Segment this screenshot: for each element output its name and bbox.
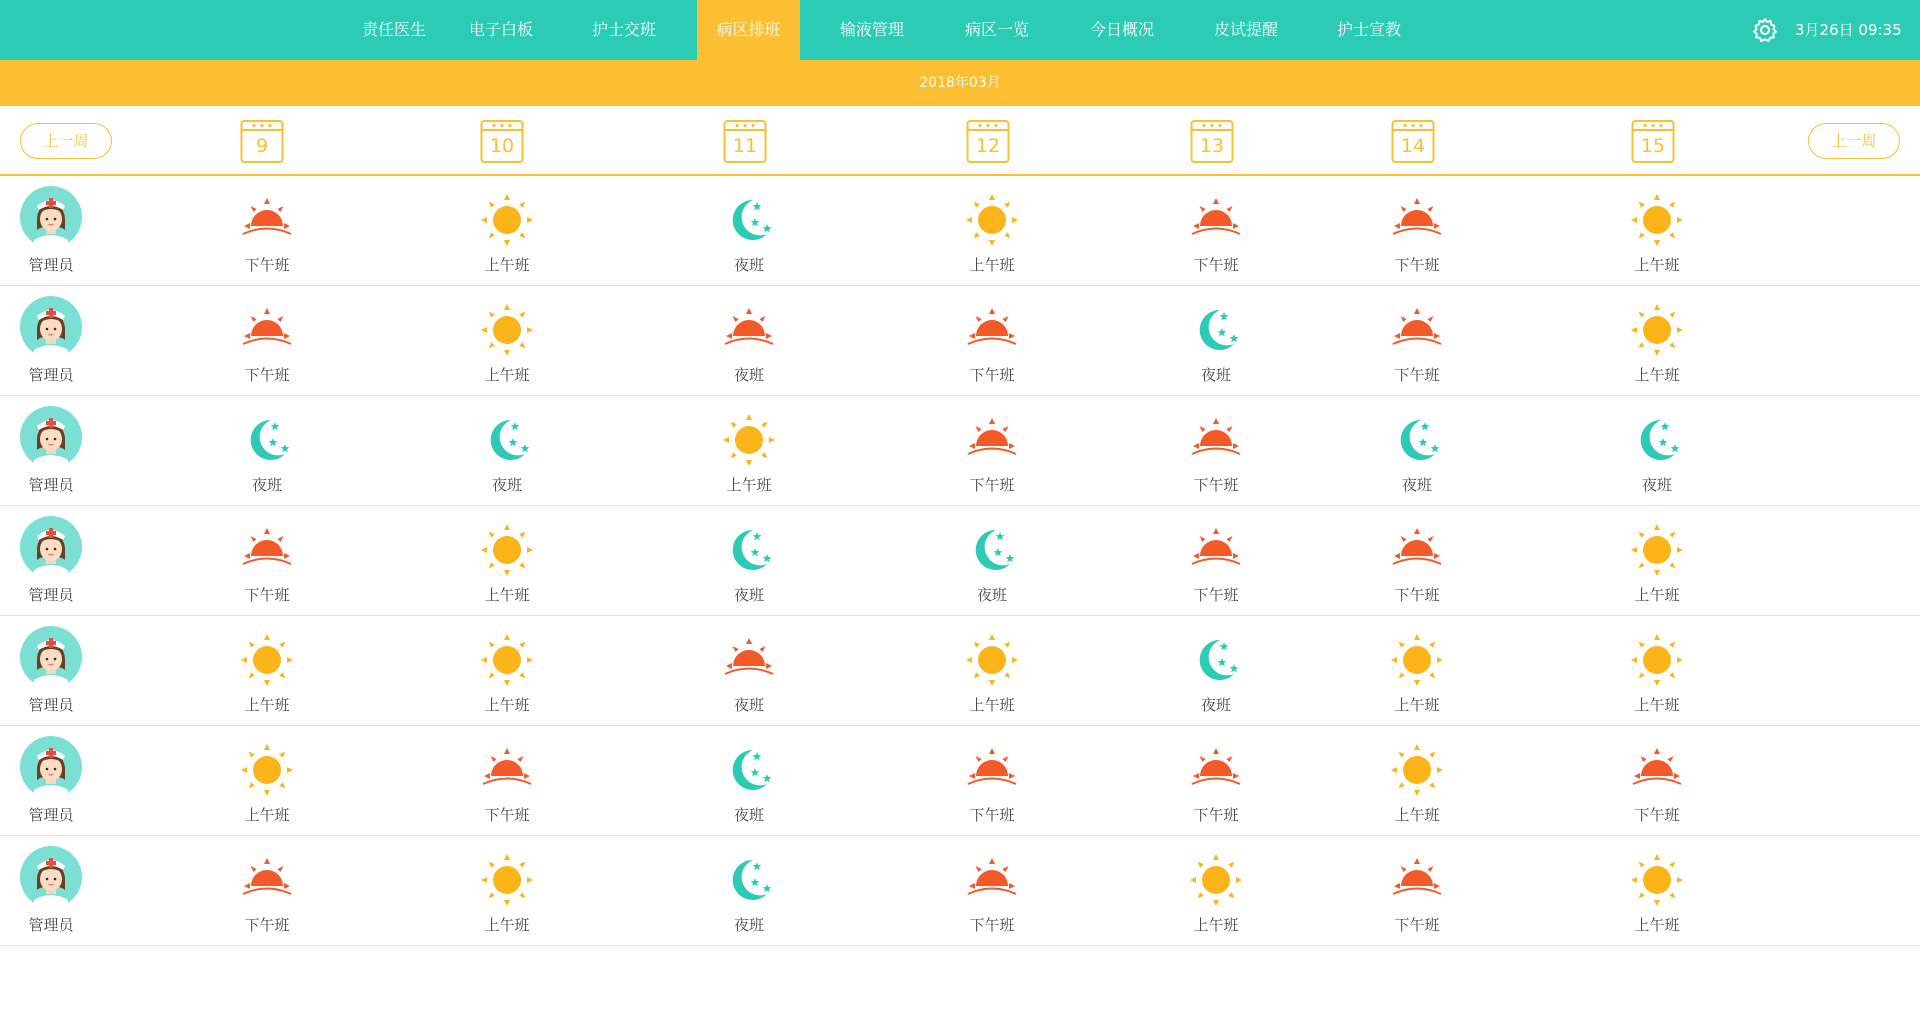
- nurse-name: 管理员: [28, 366, 74, 384]
- shift-label: 夜班: [1200, 696, 1231, 714]
- shift-cell[interactable]: [207, 726, 327, 836]
- shift-cell[interactable]: [932, 286, 1052, 396]
- nurse-name: 管理员: [28, 916, 74, 934]
- shift-label: 上午班: [484, 366, 530, 384]
- shift-label: 上午班: [969, 696, 1015, 714]
- sunset-icon: [237, 520, 297, 580]
- day-header: [966, 118, 1010, 164]
- shift-label: 上午班: [1634, 696, 1680, 714]
- main-nav: [0, 0, 1920, 60]
- schedule-row: [0, 616, 1920, 726]
- shift-label: 下午班: [484, 806, 530, 824]
- shift-cell[interactable]: [932, 836, 1052, 946]
- sunset-icon: [962, 740, 1022, 800]
- shift-cell[interactable]: [689, 616, 809, 726]
- moon-icon: [719, 520, 779, 580]
- shift-cell[interactable]: [447, 836, 567, 946]
- month-title: 2018年03月: [0, 60, 1920, 106]
- moon-icon: [1387, 410, 1447, 470]
- nurse-avatar: [20, 846, 82, 908]
- moon-icon: [1627, 410, 1687, 470]
- shift-label: 下午班: [969, 806, 1015, 824]
- shift-cell[interactable]: [932, 506, 1052, 616]
- shift-cell[interactable]: [689, 506, 809, 616]
- sun-icon: [1186, 850, 1246, 910]
- schedule-row: [0, 176, 1920, 286]
- shift-label: 夜班: [733, 366, 764, 384]
- sun-icon: [237, 630, 297, 690]
- shift-label: 下午班: [1394, 916, 1440, 934]
- shift-label: 下午班: [244, 586, 290, 604]
- shift-label: 上午班: [1394, 806, 1440, 824]
- shift-label: 上午班: [726, 476, 772, 494]
- nav-tab-nurse-handover[interactable]: 护士交班: [591, 20, 656, 39]
- shift-label: 下午班: [1394, 256, 1440, 274]
- shift-cell[interactable]: [207, 396, 327, 506]
- moon-icon: [237, 410, 297, 470]
- shift-cell[interactable]: [207, 836, 327, 946]
- day-header: [1631, 118, 1675, 164]
- nav-tab-infusion-management[interactable]: 输液管理: [839, 20, 904, 39]
- schedule-row: [0, 836, 1920, 946]
- day-header: [1391, 118, 1435, 164]
- day-number: 15: [1640, 135, 1666, 157]
- shift-cell[interactable]: [689, 836, 809, 946]
- sun-icon: [962, 190, 1022, 250]
- shift-label: 下午班: [1634, 806, 1680, 824]
- nurse-name: 管理员: [28, 256, 74, 274]
- shift-label: 夜班: [1401, 476, 1432, 494]
- shift-label: 下午班: [969, 476, 1015, 494]
- shift-cell[interactable]: [207, 616, 327, 726]
- shift-label: 夜班: [733, 806, 764, 824]
- sunset-icon: [477, 740, 537, 800]
- moon-icon: [962, 520, 1022, 580]
- sun-icon: [477, 520, 537, 580]
- sunset-icon: [1387, 190, 1447, 250]
- shift-cell[interactable]: [1597, 396, 1717, 506]
- shift-label: 下午班: [969, 366, 1015, 384]
- day-header: [240, 118, 284, 164]
- sun-icon: [962, 630, 1022, 690]
- nurse-avatar: [20, 736, 82, 798]
- day-number: 12: [975, 135, 1001, 157]
- day-number: 13: [1199, 135, 1225, 157]
- shift-label: 上午班: [1634, 256, 1680, 274]
- shift-cell[interactable]: [207, 286, 327, 396]
- shift-cell[interactable]: [1357, 836, 1477, 946]
- sunset-icon: [1387, 300, 1447, 360]
- sunset-icon: [237, 300, 297, 360]
- shift-cell[interactable]: [1357, 396, 1477, 506]
- nurse-name: 管理员: [28, 806, 74, 824]
- schedule-row: [0, 506, 1920, 616]
- shift-cell[interactable]: [1156, 836, 1276, 946]
- sunset-icon: [237, 850, 297, 910]
- shift-label: 下午班: [244, 916, 290, 934]
- shift-label: 上午班: [1634, 366, 1680, 384]
- day-header: [1190, 118, 1234, 164]
- nav-tab-ward-overview[interactable]: 病区一览: [964, 20, 1029, 39]
- moon-icon: [477, 410, 537, 470]
- nav-tab-whiteboard[interactable]: 电子白板: [468, 20, 533, 39]
- shift-label: 下午班: [1394, 366, 1440, 384]
- shift-label: 夜班: [733, 256, 764, 274]
- sun-icon: [1387, 630, 1447, 690]
- nurse-name: 管理员: [28, 696, 74, 714]
- nurse-avatar: [20, 516, 82, 578]
- shift-cell[interactable]: [1357, 726, 1477, 836]
- shift-label: 夜班: [251, 476, 282, 494]
- sun-icon: [477, 190, 537, 250]
- shift-label: 上午班: [1394, 696, 1440, 714]
- shift-cell[interactable]: [1156, 506, 1276, 616]
- gear-icon[interactable]: [1752, 17, 1778, 43]
- sunset-icon: [719, 300, 779, 360]
- shift-cell[interactable]: [932, 616, 1052, 726]
- prev-week-button[interactable]: 上一周: [20, 123, 112, 159]
- shift-cell[interactable]: [689, 286, 809, 396]
- shift-label: 下午班: [1193, 806, 1239, 824]
- sun-icon: [1627, 850, 1687, 910]
- day-number: 10: [489, 135, 515, 157]
- shift-cell[interactable]: [1597, 616, 1717, 726]
- nav-tab-responsible-doctor[interactable]: 责任医生: [361, 20, 426, 39]
- nav-tab-ward-schedule[interactable]: 病区排班: [697, 0, 800, 60]
- sun-icon: [1387, 740, 1447, 800]
- current-datetime: 3月26日 09:35: [1795, 21, 1902, 39]
- nav-tab-nurse-education[interactable]: 护士宣教: [1336, 20, 1401, 39]
- shift-cell[interactable]: [932, 396, 1052, 506]
- shift-cell[interactable]: [447, 286, 567, 396]
- shift-cell[interactable]: [1156, 616, 1276, 726]
- nurse-avatar: [20, 626, 82, 688]
- shift-cell[interactable]: [1156, 726, 1276, 836]
- moon-icon: [1186, 630, 1246, 690]
- shift-label: 夜班: [733, 586, 764, 604]
- shift-cell[interactable]: [1597, 176, 1717, 286]
- nurse-avatar: [20, 406, 82, 468]
- shift-cell[interactable]: [207, 506, 327, 616]
- sunset-icon: [1186, 410, 1246, 470]
- shift-label: 上午班: [1634, 916, 1680, 934]
- shift-cell[interactable]: [1597, 506, 1717, 616]
- shift-label: 下午班: [1193, 476, 1239, 494]
- shift-cell[interactable]: [207, 176, 327, 286]
- shift-cell[interactable]: [1156, 396, 1276, 506]
- shift-label: 上午班: [1193, 916, 1239, 934]
- shift-label: 下午班: [244, 256, 290, 274]
- day-header: [480, 118, 524, 164]
- sun-icon: [237, 740, 297, 800]
- shift-cell[interactable]: [447, 726, 567, 836]
- sunset-icon: [962, 410, 1022, 470]
- shift-label: 夜班: [733, 916, 764, 934]
- sunset-icon: [1186, 520, 1246, 580]
- shift-label: 上午班: [1634, 586, 1680, 604]
- moon-icon: [719, 190, 779, 250]
- shift-label: 下午班: [1193, 586, 1239, 604]
- nurse-name: 管理员: [28, 476, 74, 494]
- sun-icon: [477, 630, 537, 690]
- shift-label: 上午班: [484, 586, 530, 604]
- shift-cell[interactable]: [689, 396, 809, 506]
- sunset-icon: [962, 300, 1022, 360]
- shift-label: 上午班: [244, 696, 290, 714]
- shift-cell[interactable]: [447, 616, 567, 726]
- shift-label: 下午班: [1394, 586, 1440, 604]
- shift-cell[interactable]: [1597, 726, 1717, 836]
- sunset-icon: [237, 190, 297, 250]
- schedule-row: [0, 286, 1920, 396]
- moon-icon: [719, 740, 779, 800]
- sunset-icon: [1627, 740, 1687, 800]
- nurse-avatar: [20, 186, 82, 248]
- shift-label: 夜班: [1200, 366, 1231, 384]
- shift-cell[interactable]: [1156, 176, 1276, 286]
- sun-icon: [477, 850, 537, 910]
- shift-label: 下午班: [1193, 256, 1239, 274]
- nav-tab-today-summary[interactable]: 今日概况: [1089, 20, 1154, 39]
- sunset-icon: [1387, 520, 1447, 580]
- shift-label: 下午班: [244, 366, 290, 384]
- shift-cell[interactable]: [1357, 176, 1477, 286]
- schedule-row: [0, 726, 1920, 836]
- sun-icon: [1627, 520, 1687, 580]
- shift-label: 夜班: [1641, 476, 1672, 494]
- shift-label: 夜班: [733, 696, 764, 714]
- shift-cell[interactable]: [1357, 286, 1477, 396]
- shift-cell[interactable]: [447, 506, 567, 616]
- moon-icon: [1186, 300, 1246, 360]
- shift-cell[interactable]: [932, 176, 1052, 286]
- nav-tab-skin-test-reminder[interactable]: 皮试提醒: [1213, 20, 1278, 39]
- shift-label: 上午班: [484, 916, 530, 934]
- top-nav-bar: [0, 0, 1920, 60]
- shift-cell[interactable]: [1597, 836, 1717, 946]
- shift-cell[interactable]: [1156, 286, 1276, 396]
- shift-cell[interactable]: [447, 396, 567, 506]
- shift-label: 上午班: [969, 256, 1015, 274]
- next-week-button[interactable]: 上一周: [1808, 123, 1900, 159]
- shift-cell[interactable]: [689, 176, 809, 286]
- sun-icon: [477, 300, 537, 360]
- sunset-icon: [1186, 740, 1246, 800]
- sun-icon: [719, 410, 779, 470]
- schedule-row: [0, 396, 1920, 506]
- sunset-icon: [1387, 850, 1447, 910]
- shift-cell[interactable]: [1357, 506, 1477, 616]
- sunset-icon: [962, 850, 1022, 910]
- shift-label: 上午班: [244, 806, 290, 824]
- shift-cell[interactable]: [932, 726, 1052, 836]
- shift-label: 上午班: [484, 696, 530, 714]
- shift-cell[interactable]: [1597, 286, 1717, 396]
- shift-label: 夜班: [976, 586, 1007, 604]
- sun-icon: [1627, 300, 1687, 360]
- day-number: 9: [255, 135, 269, 157]
- day-number: 14: [1400, 135, 1426, 157]
- shift-label: 夜班: [491, 476, 522, 494]
- shift-label: 上午班: [484, 256, 530, 274]
- sunset-icon: [719, 630, 779, 690]
- sun-icon: [1627, 630, 1687, 690]
- day-number: 11: [732, 135, 758, 157]
- nurse-name: 管理员: [28, 586, 74, 604]
- week-header: [0, 106, 1920, 176]
- shift-cell[interactable]: [1357, 616, 1477, 726]
- nurse-avatar: [20, 296, 82, 358]
- moon-icon: [719, 850, 779, 910]
- sun-icon: [1627, 190, 1687, 250]
- shift-cell[interactable]: [447, 176, 567, 286]
- sunset-icon: [1186, 190, 1246, 250]
- shift-label: 下午班: [969, 916, 1015, 934]
- shift-cell[interactable]: [689, 726, 809, 836]
- day-header: [723, 118, 767, 164]
